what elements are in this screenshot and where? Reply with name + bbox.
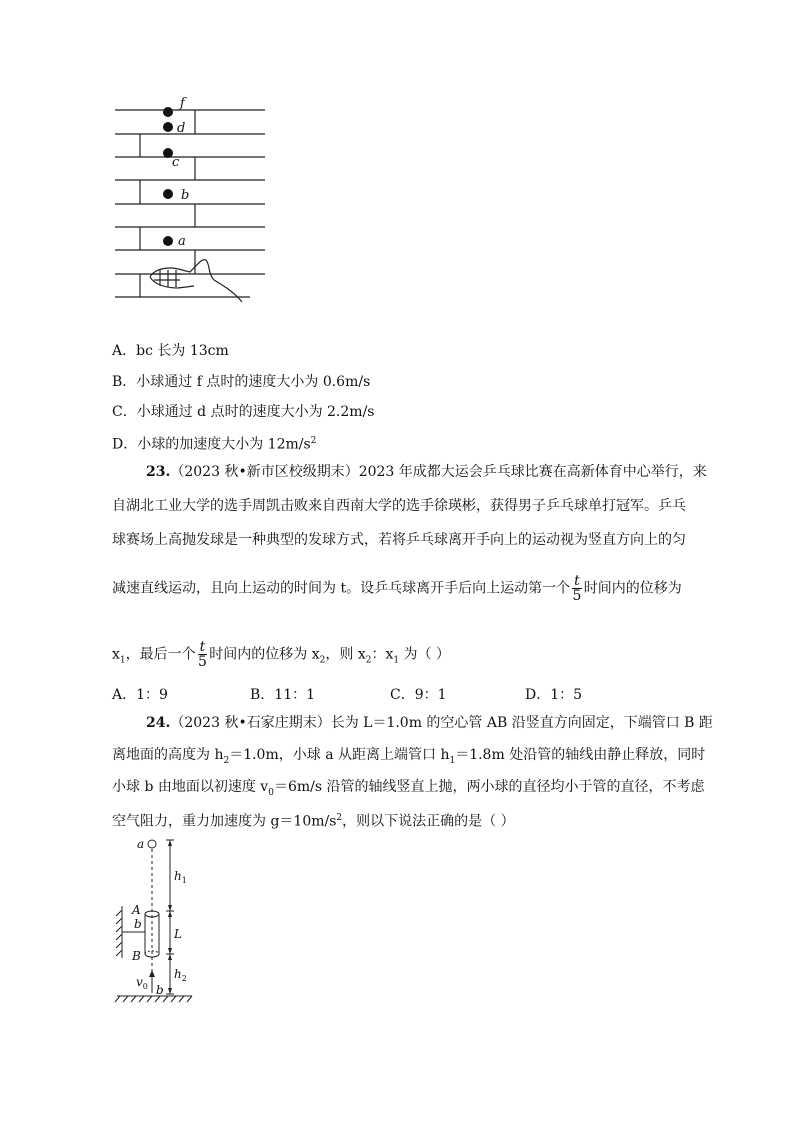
q24-line3: 小球 b 由地面以初速度 $v_0=6m/s$ 沿管的轴线竖直上抛，两小球的直径均小于管的直径，不考虑: [112, 779, 705, 798]
q24-line2: 离地面的高度为 $h_2=1.0m$，小球 a 从距离上端管口 $h_1=1.8m$ 处沿管的轴线由静止释放，同时: [112, 747, 706, 766]
q23-line1: 23.（2023 秋•新市区校级期末）2023 年成都大运会乒乓球比赛在高新体育中心举行，来: [146, 464, 707, 480]
fig2-label-L: L: [174, 927, 182, 941]
tube-diagram-figure: [112, 836, 222, 1016]
label-f: f: [180, 96, 185, 111]
ball-f: [163, 107, 173, 117]
fig2-label-B: B: [132, 949, 141, 963]
ball-a: [163, 236, 173, 246]
q22-option-c[interactable]: C．小球通过 d 点时的速度大小为 2.2m/s: [112, 404, 375, 420]
fig2-label-h2: $h_2$: [174, 967, 187, 983]
q22-option-d[interactable]: D．小球的加速度大小为 $12m/s^2$: [112, 436, 317, 453]
q22-option-a[interactable]: A．bc 长为 13cm: [112, 343, 229, 359]
q23-option-c[interactable]: C．9：1: [390, 687, 447, 703]
q23-line3: 球赛场上高抛发球是一种典型的发球方式，若将乒乓球离开手向上的运动视为竖直方向上的匀: [112, 532, 686, 548]
fraction-t-over-5: $\frac{t}{5}$: [572, 573, 582, 604]
label-a: a: [178, 234, 186, 249]
q23-line5: $x_1$，最后一个 $\frac{t}{5}$ 时间内的位移为 $x_2$，则 $x_2$：$x_1$ 为（ ）: [112, 639, 451, 670]
q22-option-b[interactable]: B．小球通过 f 点时的速度大小为 0.6m/s: [112, 374, 371, 390]
q24-line4: 空气阻力，重力加速度为 $g=10m/s^2$，则以下说法正确的是（ ）: [112, 813, 515, 830]
strobe-photo-figure: [110, 92, 270, 302]
q23-line4: 减速直线运动，且向上运动的时间为 t。设乒乓球离开手后向上运动第一个 $\frac{t}{5}$ 时间内的位移为: [112, 573, 682, 604]
ball-d: [163, 122, 173, 132]
label-d: d: [177, 121, 186, 136]
fig2-label-v0: $v_0$: [136, 975, 148, 991]
fig2-label-A: A: [132, 903, 141, 917]
fig2-label-b-bottom: b: [156, 983, 164, 997]
q23-option-b[interactable]: B．11：1: [250, 687, 316, 703]
q23-option-d[interactable]: D．1：5: [525, 687, 583, 703]
label-c: c: [172, 155, 180, 170]
q23-number: 23.: [146, 464, 171, 480]
label-b: b: [181, 188, 190, 203]
ball-b: [163, 189, 173, 199]
fig2-label-b-top: b: [134, 917, 142, 931]
q24-line1: 24.（2023 秋•石家庄期末）长为 L＝1.0m 的空心管 AB 沿竖直方向固定，下端管口 B 距: [146, 715, 713, 731]
q23-option-a[interactable]: A．1：9: [112, 687, 168, 703]
q23-line2: 自湖北工业大学的选手周凯击败来自西南大学的选手徐瑛彬，获得男子乒乓球单打冠军。乒乓: [112, 498, 686, 514]
fig2-label-a: a: [137, 837, 145, 851]
fraction-t-over-5-last: $\frac{t}{5}$: [198, 639, 207, 670]
fig2-label-h1: $h_1$: [174, 869, 187, 885]
q24-number: 24.: [146, 715, 171, 731]
ball-a-circle: [148, 840, 156, 848]
